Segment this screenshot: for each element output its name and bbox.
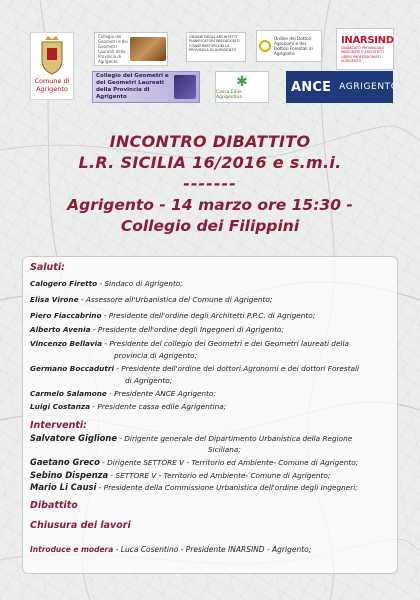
- ordine-agronomi-text: Ordine dei Dottori Agronomi e dei Dottori Forestali di Agrigento: [274, 35, 313, 57]
- dibattito-heading: Dibattito: [30, 500, 78, 511]
- ordine-architetti-logo: [186, 32, 246, 62]
- list-item: Calogero Firetto - Sindaco di Agrigento;: [30, 279, 183, 288]
- title-divider: -------: [183, 174, 237, 193]
- cassa-edile-logo: [215, 71, 269, 103]
- comune-name: Comune di Agrigento: [34, 77, 70, 93]
- collegio-geometri-box-text: Collegio dei Geometri e dei Geometri Laureati della Provincia di Agrigento: [96, 73, 169, 100]
- comune-agrigento-logo: [30, 32, 74, 100]
- crest-icon: [39, 36, 65, 76]
- interventi-heading: Interventi:: [30, 420, 87, 431]
- ance-logo: [286, 71, 399, 103]
- event-law: L.R. SICILIA 16/2016 e s.m.i.: [78, 153, 342, 172]
- list-item: Germano Boccadutri - Presidente dell'ordine dei dottori Agronomi e dei dottori Forestali: [30, 364, 360, 373]
- cassa-edile-text: Cassa Edile Agrigentina: [216, 90, 243, 100]
- ordine-agronomi-logo: [256, 30, 322, 62]
- inarsind-name: INARSIND: [341, 35, 394, 47]
- inarsind-subtitle: SINDACATO PROVINCIALE INGEGNERI E ARCHITETTI LIBERI PROFESSIONISTI: [341, 46, 385, 59]
- list-item: Vincenzo Bellavia - Presidente del collegio dei Geometri e dei Geometri laureati della: [30, 339, 349, 348]
- chiusura-heading: Chiusura dei lavori: [30, 520, 131, 531]
- list-item: Mario Li Causi - Presidente della Commissione Urbanistica dell'ordine degli Ingegneri;: [30, 482, 358, 492]
- list-item: Salvatore Giglione - Dirigente generale del Dipartimento Urbanistica della Regione: [30, 433, 353, 443]
- star-icon: ✱: [236, 74, 248, 90]
- list-item-continuation: provincia di Agrigento;: [114, 351, 198, 360]
- ordine-architetti-text: ORDINE DEGLI ARCHITETTI PIANIFICATORI PAESAGGISTI CONSERVATORI DELLA PROVINCIA DI AGRIGENTO: [189, 35, 240, 53]
- building-image-icon: [130, 37, 166, 61]
- list-item: Carmelo Salamone - Presidente ANCE Agrigento;: [30, 389, 216, 398]
- event-date: Agrigento - 14 marzo ore 15:30 -: [67, 196, 353, 214]
- list-item-continuation: di Agrigento;: [125, 376, 173, 385]
- collegio-emblem-icon: [174, 75, 196, 99]
- event-title: INCONTRO DIBATTITO: [109, 132, 311, 151]
- ance-name: ANCE: [291, 79, 332, 95]
- collegio-geometri-box-logo: [92, 71, 200, 103]
- list-item: Gaetano Greco - Dirigente SETTORE V - Territorio ed Ambiente- Comune di Agrigento;: [30, 457, 359, 467]
- list-item-continuation: Siciliana;: [208, 445, 241, 454]
- list-item: Alberto Avenia - Presidente dell'ordine degli Ingegneri di Agrigento;: [30, 325, 284, 334]
- inarsind-city: AGRIGENTO: [341, 58, 362, 63]
- list-item: Piero Fiaccabrino - Presidente dell'ordine degli Architetti P.P.C. di Agrigento;: [30, 311, 316, 320]
- list-item: Elisa Virone - Assessore all'Urbanistica del Comune di Agrigento;: [30, 295, 273, 304]
- moderator-line: Introduce e modera - Luca Cosentino - Presidente INARSIND - Agrigento;: [30, 545, 312, 554]
- event-venue: Collegio dei Filippini: [120, 217, 300, 235]
- saluti-heading: Saluti:: [30, 262, 65, 273]
- list-item: Sebino Dispenza - SETTORE V - Territorio ed Ambiente- Comune di Agrigento;: [30, 470, 331, 480]
- collegio-geometri-logo: [94, 32, 168, 66]
- inarsind-logo: [336, 28, 394, 70]
- collegio-geometri-text: Collegio dei Geometri e dei Geometri Laureati della Provincia di Agrigento: [98, 34, 128, 64]
- agronomi-emblem-icon: [259, 40, 271, 52]
- ance-city: AGRIGENTO: [339, 82, 399, 92]
- list-item: Luigi Costanza - Presidente cassa edile Agrigentina;: [30, 402, 227, 411]
